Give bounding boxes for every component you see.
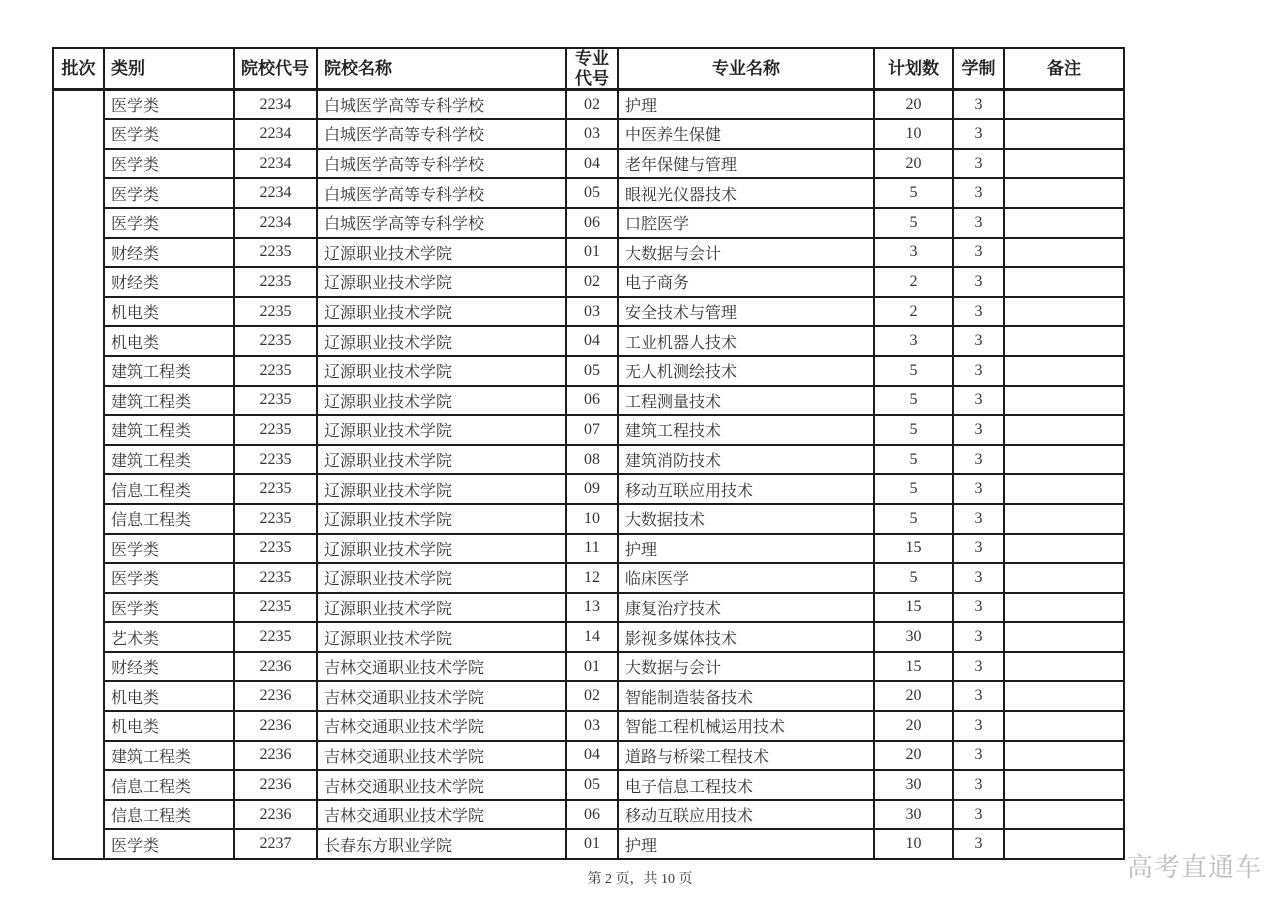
cell-years: 3: [953, 119, 1004, 149]
table-row: [53, 770, 1124, 800]
cell-plan-count: 5: [874, 504, 953, 534]
cell-category: 建筑工程类: [104, 445, 234, 475]
cell-school-code: 2235: [234, 534, 317, 564]
cell-remark: [1004, 504, 1124, 534]
cell-school-code: 2235: [234, 622, 317, 652]
cell-plan-count: 2: [874, 267, 953, 297]
cell-school-name: 白城医学高等专科学校: [317, 208, 566, 238]
cell-major-name: 眼视光仪器技术: [618, 178, 874, 208]
cell-school-code: 2235: [234, 238, 317, 268]
cell-major-code: 02: [566, 90, 618, 120]
cell-school-code: 2235: [234, 593, 317, 623]
cell-years: 3: [953, 415, 1004, 445]
table-row: [53, 504, 1124, 534]
table-row: [53, 563, 1124, 593]
cell-major-name: 建筑消防技术: [618, 445, 874, 475]
cell-school-code: 2236: [234, 741, 317, 771]
cell-major-code: 01: [566, 652, 618, 682]
cell-major-name: 道路与桥梁工程技术: [618, 741, 874, 771]
col-header-batch: 批次: [53, 48, 104, 90]
cell-major-code: 09: [566, 474, 618, 504]
cell-remark: [1004, 711, 1124, 741]
cell-years: 3: [953, 445, 1004, 475]
cell-remark: [1004, 829, 1124, 859]
cell-school-code: 2236: [234, 652, 317, 682]
cell-major-name: 大数据技术: [618, 504, 874, 534]
cell-major-code: 01: [566, 829, 618, 859]
cell-remark: [1004, 119, 1124, 149]
cell-major-code: 06: [566, 800, 618, 830]
cell-years: 3: [953, 178, 1004, 208]
watermark-text: 高考直通车: [1126, 852, 1262, 882]
col-header-major-name: 专业名称: [618, 48, 874, 90]
table-row: [53, 741, 1124, 771]
table-row: [53, 711, 1124, 741]
cell-major-name: 护理: [618, 829, 874, 859]
cell-years: 3: [953, 800, 1004, 830]
cell-years: 3: [953, 770, 1004, 800]
cell-major-name: 电子商务: [618, 267, 874, 297]
cell-school-code: 2234: [234, 119, 317, 149]
cell-major-code: 02: [566, 681, 618, 711]
cell-school-name: 辽源职业技术学院: [317, 593, 566, 623]
cell-school-name: 吉林交通职业技术学院: [317, 681, 566, 711]
table-row: [53, 474, 1124, 504]
cell-plan-count: 30: [874, 800, 953, 830]
cell-years: 3: [953, 267, 1004, 297]
cell-major-name: 移动互联应用技术: [618, 474, 874, 504]
cell-years: 3: [953, 386, 1004, 416]
cell-plan-count: 5: [874, 208, 953, 238]
cell-major-code: 04: [566, 149, 618, 179]
table-row: [53, 415, 1124, 445]
cell-major-name: 无人机测绘技术: [618, 356, 874, 386]
table-row: [53, 356, 1124, 386]
cell-remark: [1004, 563, 1124, 593]
cell-years: 3: [953, 741, 1004, 771]
cell-plan-count: 5: [874, 356, 953, 386]
cell-category: 财经类: [104, 267, 234, 297]
page-number-footer: 第 2 页，共 10 页: [587, 872, 693, 887]
cell-years: 3: [953, 149, 1004, 179]
table-row: [53, 90, 1124, 120]
table-row: [53, 652, 1124, 682]
header-row: [53, 48, 1124, 90]
cell-remark: [1004, 267, 1124, 297]
table-row: [53, 800, 1124, 830]
col-header-plan-count: 计划数: [874, 48, 953, 90]
cell-plan-count: 15: [874, 652, 953, 682]
cell-category: 医学类: [104, 208, 234, 238]
cell-major-name: 老年保健与管理: [618, 149, 874, 179]
cell-plan-count: 5: [874, 474, 953, 504]
cell-remark: [1004, 90, 1124, 120]
table-row: [53, 208, 1124, 238]
cell-school-code: 2235: [234, 267, 317, 297]
table-row: [53, 681, 1124, 711]
cell-remark: [1004, 800, 1124, 830]
cell-major-name: 大数据与会计: [618, 652, 874, 682]
cell-school-code: 2235: [234, 563, 317, 593]
cell-category: 医学类: [104, 119, 234, 149]
cell-school-code: 2236: [234, 711, 317, 741]
cell-school-name: 辽源职业技术学院: [317, 534, 566, 564]
cell-plan-count: 5: [874, 445, 953, 475]
table-row: [53, 593, 1124, 623]
cell-school-code: 2234: [234, 90, 317, 120]
cell-major-name: 护理: [618, 90, 874, 120]
cell-school-name: 辽源职业技术学院: [317, 386, 566, 416]
cell-plan-count: 20: [874, 741, 953, 771]
cell-remark: [1004, 652, 1124, 682]
cell-school-code: 2236: [234, 681, 317, 711]
cell-school-name: 白城医学高等专科学校: [317, 178, 566, 208]
cell-years: 3: [953, 593, 1004, 623]
table-row: [53, 238, 1124, 268]
cell-school-name: 长春东方职业学院: [317, 829, 566, 859]
cell-school-name: 吉林交通职业技术学院: [317, 770, 566, 800]
cell-school-code: 2237: [234, 829, 317, 859]
cell-remark: [1004, 415, 1124, 445]
cell-school-code: 2235: [234, 297, 317, 327]
cell-major-name: 建筑工程技术: [618, 415, 874, 445]
cell-category: 医学类: [104, 178, 234, 208]
table-row: [53, 386, 1124, 416]
cell-plan-count: 20: [874, 149, 953, 179]
cell-remark: [1004, 770, 1124, 800]
cell-remark: [1004, 208, 1124, 238]
cell-school-code: 2234: [234, 208, 317, 238]
cell-school-name: 白城医学高等专科学校: [317, 119, 566, 149]
cell-category: 信息工程类: [104, 800, 234, 830]
cell-major-name: 工业机器人技术: [618, 326, 874, 356]
cell-category: 财经类: [104, 652, 234, 682]
col-header-remark: 备注: [1004, 48, 1124, 90]
cell-major-name: 口腔医学: [618, 208, 874, 238]
cell-category: 医学类: [104, 90, 234, 120]
col-header-major-code: 专业代号: [566, 48, 618, 90]
cell-school-name: 辽源职业技术学院: [317, 297, 566, 327]
cell-major-name: 影视多媒体技术: [618, 622, 874, 652]
cell-plan-count: 20: [874, 681, 953, 711]
cell-major-code: 02: [566, 267, 618, 297]
admission-plan-table: [52, 47, 1125, 860]
cell-remark: [1004, 474, 1124, 504]
cell-school-code: 2235: [234, 445, 317, 475]
cell-school-name: 辽源职业技术学院: [317, 267, 566, 297]
cell-remark: [1004, 534, 1124, 564]
cell-category: 建筑工程类: [104, 741, 234, 771]
cell-remark: [1004, 238, 1124, 268]
cell-remark: [1004, 622, 1124, 652]
cell-major-code: 05: [566, 770, 618, 800]
cell-major-code: 14: [566, 622, 618, 652]
cell-years: 3: [953, 563, 1004, 593]
cell-category: 信息工程类: [104, 504, 234, 534]
cell-plan-count: 20: [874, 90, 953, 120]
cell-years: 3: [953, 534, 1004, 564]
cell-major-name: 大数据与会计: [618, 238, 874, 268]
cell-plan-count: 5: [874, 178, 953, 208]
cell-major-name: 电子信息工程技术: [618, 770, 874, 800]
cell-major-code: 08: [566, 445, 618, 475]
cell-school-name: 白城医学高等专科学校: [317, 149, 566, 179]
table-row: [53, 119, 1124, 149]
col-header-category: 类别: [104, 48, 234, 90]
cell-category: 机电类: [104, 711, 234, 741]
cell-school-name: 吉林交通职业技术学院: [317, 800, 566, 830]
cell-school-name: 辽源职业技术学院: [317, 445, 566, 475]
cell-major-code: 12: [566, 563, 618, 593]
table-row: [53, 445, 1124, 475]
cell-plan-count: 5: [874, 415, 953, 445]
cell-remark: [1004, 326, 1124, 356]
table-row: [53, 297, 1124, 327]
table-row: [53, 622, 1124, 652]
cell-school-name: 吉林交通职业技术学院: [317, 741, 566, 771]
table-row: [53, 267, 1124, 297]
cell-plan-count: 2: [874, 297, 953, 327]
cell-school-code: 2235: [234, 356, 317, 386]
cell-remark: [1004, 149, 1124, 179]
cell-remark: [1004, 681, 1124, 711]
cell-major-code: 03: [566, 119, 618, 149]
table-row: [53, 534, 1124, 564]
cell-major-name: 移动互联应用技术: [618, 800, 874, 830]
cell-years: 3: [953, 90, 1004, 120]
cell-plan-count: 3: [874, 238, 953, 268]
cell-major-code: 10: [566, 504, 618, 534]
cell-major-code: 04: [566, 326, 618, 356]
cell-category: 信息工程类: [104, 770, 234, 800]
cell-plan-count: 10: [874, 829, 953, 859]
cell-years: 3: [953, 208, 1004, 238]
cell-years: 3: [953, 504, 1004, 534]
cell-school-code: 2235: [234, 386, 317, 416]
cell-years: 3: [953, 356, 1004, 386]
cell-school-code: 2235: [234, 415, 317, 445]
col-header-school-name: 院校名称: [317, 48, 566, 90]
cell-years: 3: [953, 474, 1004, 504]
cell-remark: [1004, 593, 1124, 623]
cell-plan-count: 30: [874, 770, 953, 800]
table-row: [53, 149, 1124, 179]
cell-school-name: 辽源职业技术学院: [317, 238, 566, 268]
cell-major-code: 11: [566, 534, 618, 564]
cell-major-name: 护理: [618, 534, 874, 564]
cell-years: 3: [953, 622, 1004, 652]
cell-major-code: 01: [566, 238, 618, 268]
cell-school-name: 辽源职业技术学院: [317, 474, 566, 504]
cell-years: 3: [953, 326, 1004, 356]
cell-remark: [1004, 178, 1124, 208]
cell-school-name: 辽源职业技术学院: [317, 415, 566, 445]
cell-category: 财经类: [104, 238, 234, 268]
cell-major-code: 05: [566, 178, 618, 208]
cell-major-code: 06: [566, 208, 618, 238]
cell-remark: [1004, 386, 1124, 416]
cell-plan-count: 5: [874, 386, 953, 416]
col-header-school-code: 院校代号: [234, 48, 317, 90]
table-row: [53, 178, 1124, 208]
cell-school-code: 2235: [234, 326, 317, 356]
batch-merged-cell: [53, 90, 104, 859]
col-header-years: 学制: [953, 48, 1004, 90]
cell-category: 医学类: [104, 563, 234, 593]
cell-major-name: 安全技术与管理: [618, 297, 874, 327]
cell-remark: [1004, 445, 1124, 475]
cell-category: 医学类: [104, 534, 234, 564]
cell-major-name: 智能工程机械运用技术: [618, 711, 874, 741]
cell-category: 医学类: [104, 593, 234, 623]
cell-major-code: 06: [566, 386, 618, 416]
cell-major-code: 05: [566, 356, 618, 386]
cell-remark: [1004, 741, 1124, 771]
cell-school-name: 辽源职业技术学院: [317, 326, 566, 356]
cell-category: 建筑工程类: [104, 386, 234, 416]
cell-school-code: 2234: [234, 178, 317, 208]
cell-category: 信息工程类: [104, 474, 234, 504]
cell-years: 3: [953, 829, 1004, 859]
cell-plan-count: 30: [874, 622, 953, 652]
cell-category: 医学类: [104, 829, 234, 859]
cell-plan-count: 10: [874, 119, 953, 149]
cell-school-name: 吉林交通职业技术学院: [317, 711, 566, 741]
cell-plan-count: 15: [874, 593, 953, 623]
cell-category: 艺术类: [104, 622, 234, 652]
cell-major-name: 康复治疗技术: [618, 593, 874, 623]
cell-years: 3: [953, 711, 1004, 741]
cell-school-name: 吉林交通职业技术学院: [317, 652, 566, 682]
cell-major-name: 临床医学: [618, 563, 874, 593]
cell-plan-count: 15: [874, 534, 953, 564]
cell-major-name: 工程测量技术: [618, 386, 874, 416]
cell-major-code: 03: [566, 711, 618, 741]
cell-school-name: 辽源职业技术学院: [317, 622, 566, 652]
cell-school-name: 辽源职业技术学院: [317, 563, 566, 593]
cell-major-code: 07: [566, 415, 618, 445]
cell-school-code: 2235: [234, 504, 317, 534]
cell-school-code: 2236: [234, 800, 317, 830]
table-row: [53, 326, 1124, 356]
cell-major-name: 智能制造装备技术: [618, 681, 874, 711]
cell-school-code: 2235: [234, 474, 317, 504]
cell-plan-count: 5: [874, 563, 953, 593]
cell-major-code: 03: [566, 297, 618, 327]
cell-years: 3: [953, 652, 1004, 682]
cell-years: 3: [953, 681, 1004, 711]
cell-category: 机电类: [104, 297, 234, 327]
cell-school-name: 辽源职业技术学院: [317, 356, 566, 386]
cell-school-code: 2236: [234, 770, 317, 800]
cell-school-name: 辽源职业技术学院: [317, 504, 566, 534]
cell-category: 机电类: [104, 681, 234, 711]
cell-major-code: 13: [566, 593, 618, 623]
cell-plan-count: 3: [874, 326, 953, 356]
cell-remark: [1004, 297, 1124, 327]
cell-plan-count: 20: [874, 711, 953, 741]
cell-school-code: 2234: [234, 149, 317, 179]
cell-major-name: 中医养生保健: [618, 119, 874, 149]
cell-years: 3: [953, 238, 1004, 268]
cell-school-name: 白城医学高等专科学校: [317, 90, 566, 120]
cell-category: 医学类: [104, 149, 234, 179]
cell-major-code: 04: [566, 741, 618, 771]
cell-category: 建筑工程类: [104, 356, 234, 386]
cell-category: 建筑工程类: [104, 415, 234, 445]
cell-category: 机电类: [104, 326, 234, 356]
cell-years: 3: [953, 297, 1004, 327]
table-row: [53, 829, 1124, 859]
cell-remark: [1004, 356, 1124, 386]
